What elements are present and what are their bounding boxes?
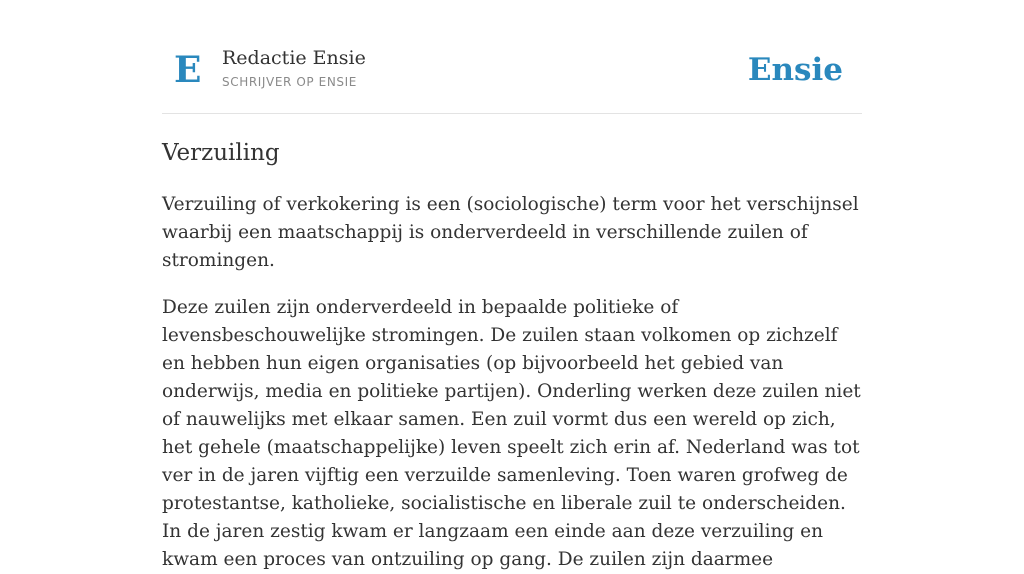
ensie-logo-icon[interactable]: E [174,49,202,91]
article-title: Verzuiling [162,140,280,166]
article-page [162,0,862,574]
author-header [162,0,862,114]
brand-logo[interactable]: Ensie [747,52,843,88]
article-paragraph: Deze zuilen zijn onderverdeeld in bepaalde politieke of levensbeschouwelijke stromingen. De zuilen staan volkomen op zichzelf en hebben hun eigen organisaties (op bijvoorbeeld het gebied van onderwijs, media en politieke partijen). Onderling werken deze zuilen niet of nauwelijks met elkaar samen. Een zuil vormt dus een wereld op zich, het gehele (maatschappelijke) leven speelt zich erin af. Nederland was tot ver in de jaren vijftig een verzuilde samenleving. Toen waren grofweg de protestantse, katholieke, socialistische en liberale zuil te onderscheiden. In de jaren zestig kwam er langzaam een einde aan deze verzuiling en kwam een proces van ontzuiling op gang. De zuilen zijn daarmee [162,297,861,570]
article-paragraph: Verzuiling of verkokering is een (sociologische) term voor het verschijnsel waarbij een maatschappij is onderverdeeld in verschillende zuilen of stromingen. [162,194,859,271]
author-name[interactable]: Redactie Ensie [222,47,366,69]
author-role: SCHRIJVER OP ENSIE [222,75,357,89]
